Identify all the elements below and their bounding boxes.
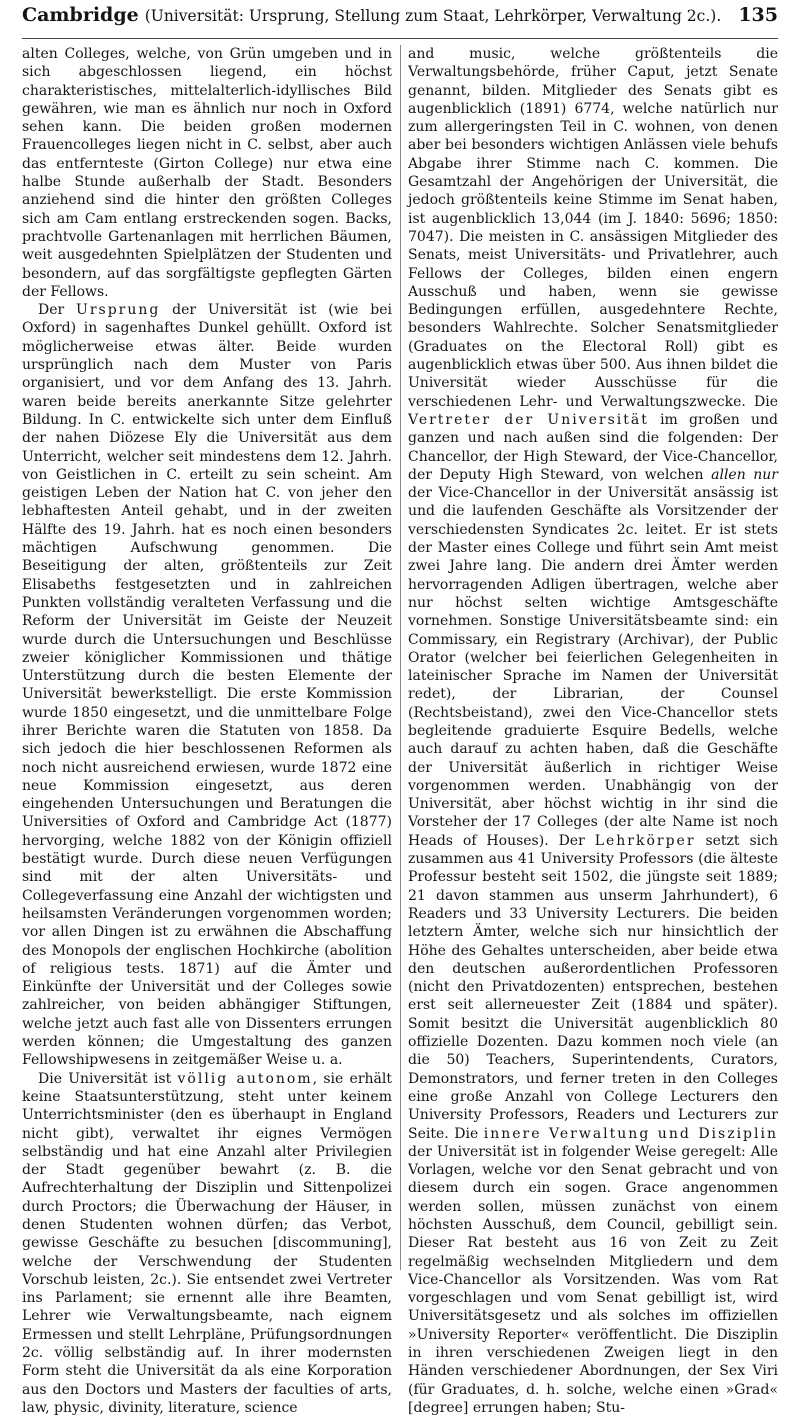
paragraph: and music, welche größtenteils die Verwaltungsbehörde, früher Caput, jetzt Senate genannt, bilden. Mitglieder des Senats gibt es augenblicklich (1891) 6774, welche natürlich nur zum allergeringsten Teil in C. wohnen, von denen aber bei besonders wichtigen Anlässen viele behufs Abgabe ihrer Stimme nach C. kommen. Die Gesamtzahl der Angehörigen der Universität, die jedoch größtenteils keine Stimme im Senat haben, ist augenblicklich 13,044 (im J. 1840: 5696; 1850: 7047). Die meisten in C. ansässigen Mitglieder des Senats, meist Universitäts- und Privatlehrer, auch Fellows der Colleges, bilden einen engern Ausschuß und haben, wenn sie gewisse Bedingungen erfüllen, ausgedehntere Rechte, besonders Wahlrechte. Solcher Senatsmitglieder (Graduates on the Electoral Roll) gibt es augenblicklich etwas über 500. Aus ihnen bildet die Universität wieder Ausschüsse für die verschiedenen Lehr- und Verwaltungszwecke. Die Vertreter der Universität im großen und ganzen und nach außen sind die folgenden: Der Chancellor, der High Steward, der Vice-Chancellor, der Deputy High Steward, von welchen allen nur der Vice-Chancellor in der Universität ansässig ist und die laufenden Geschäfte als Vorsitzender der verschiedensten Syndicates 2c. leitet. Er ist stets der Master eines College und führt sein Amt meist zwei Jahre lang. Die andern drei Ämter werden hervorragenden Adligen übertragen, welche aber nur höchst selten wichtige Amtsgeschäfte vornehmen. Sonstige Universitätsbeamte sind: ein Commissary, ein Registrary (Archivar), der Public Orator (welcher bei feierlichen Gelegenheiten in lateinischer Sprache im Namen der Universität redet), der Librarian, der Counsel (Rechtsbeistand), zwei den Vice-Chancellor stets begleitende graduierte Esquire Bedells, welche auch darauf zu achten haben, daß die Geschäfte der Universität äußerlich in richtiger Weise vorgenommen werden. Unabhängig von der Universität, aber höchst wichtig in ihr sind die Vorsteher der 17 Colleges (der alte Name ist noch Heads of Houses). Der Lehrkörper setzt sich zusammen aus 41 University Professors (die älteste Professur besteht seit 1502, die jüngste seit 1889; 21 davon stammen aus unserm Jahrhundert), 6 Readers und 33 University Lecturers. Die beiden letztern Ämter, welche sich nur hinsichtlich der Höhe des Gehaltes unterscheiden, aber beide etwa den deutschen außerordentlichen Professoren (nicht den Privatdozenten) entsprechen, bestehen erst seit allerneuester Zeit (1884 und später). Somit besitzt die Universität augenblicklich 80 offizielle Dozenten. Dazu kommen noch viele (an die 50) Teachers, Superintendents, Curators, Demonstrators, und ferner treten in den Colleges eine große Anzahl von College Lecturers den University Professors, Readers und Lecturers zur Seite. Die innere Verwaltung und Disziplin der Universität ist in folgender Weise geregelt: Alle Vorlagen, welche vor den Senat gebracht und von diesem durch ein sogen. Grace angenommen werden sollen, müssen zunächst von einem höchsten Ausschuß, dem Council, gebilligt sein. Dieser Rat besteht aus 16 von Zeit zu Zeit regelmäßig wechselnden Mitgliedern und dem Vice-Chancellor als Vorsitzenden. Was vom Rat vorgeschlagen und vom Senat gebilligt ist, wird Universitätsgesetz und als solches im offiziellen »University Reporter« veröffentlicht. Die Disziplin in ihren verschiedenen Zweigen liegt in den Händen verschiedener Abordnungen, der Sex Viri (für Graduates, d. h. solche, welche einen »Grad« [degree] errungen haben; Stu- — [408, 46, 779, 1416]
left-column — [22, 45, 392, 1416]
spaced-term: völlig autonom — [177, 1070, 313, 1087]
header-title: Cambridge — [22, 4, 139, 26]
paragraph: Der Ursprung der Universität ist (wie bei Oxford) in sagenhaftes Dunkel gehüllt. Oxford ist möglicherweise etwas älter. Beide wurden ursprünglich nach dem Muster von Paris organisiert, und vor dem Anfang des 13. Jahrh. waren beide bereits anerkannte Sitze gelehrter Bildung. In C. entwickelte sich unter dem Einfluß der nahen Diözese Ely die Universität aus dem Unterricht, welcher seit mindestens dem 12. Jahrh. von Geistlichen in C. erteilt zu sein scheint. Am geistigen Leben der Nation hat C. von jeher den lebhaftesten Anteil gehabt, und in der zweiten Hälfte des 19. Jahrh. hat es noch einen besonders mächtigen Aufschwung genommen. Die Beseitigung der alten, größtenteils zur Zeit Elisabeths festgesetzten und in zahlreichen Punkten vollständig veralteten Verfassung und die Reform der Universität im Geiste der Neuzeit wurde durch die Untersuchungen und Beschlüsse zweier königlicher Kommissionen und thätige Unterstützung durch die besten Elemente der Universität bewerkstelligt. Die erste Kommission wurde 1850 eingesetzt, und die unmittelbare Folge ihrer Berichte waren die Statuten von 1858. Da sich jedoch die hier beschlossenen Reformen als noch nicht ausreichend erwiesen, wurde 1872 eine neue Kommission eingesetzt, aus deren eingehenden Untersuchungen und Beratungen die Universities of Oxford and Cambridge Act (1877) hervorging, welche 1882 von der Königin offiziell bestätigt wurde. Durch diese neuen Verfügungen sind mit der alten Universitäts- und Collegeverfassung eine Anzahl der wichtigsten und heilsamsten Veränderungen vorgenommen worden; vor allen Dingen ist zu erwähnen die Abschaffung des Monopols der englischen Hochkirche (abolition of religious tests. 1871) auf die Ämter und Einkünfte der Universität und der Colleges sowie zahlreicher, von beiden abhängiger Stiftungen, welche jetzt auch fast alle von Dissenters errungen werden können; die Umgestaltung des ganzen Fellowshipwesens in zeitgemäßer Weise u. a. — [22, 302, 392, 1069]
header-subtitle: (Universität: Ursprung, Stellung zum Staat, Lehrkörper, Verwaltung 2c.). — [144, 7, 722, 25]
right-column — [408, 45, 779, 1416]
page-number: 135 — [738, 4, 778, 26]
spaced-term: Lehrkörper — [594, 832, 696, 849]
spaced-term: innere Verwaltung und Disziplin — [483, 1125, 778, 1142]
spaced-term: Vertreter der Universität — [408, 411, 649, 428]
italic-term: allen nur — [711, 466, 779, 483]
paragraph: alten Colleges, welche, von Grün umgeben und in sich abgeschlossen liegend, ein höchst charakteristisches, mittelalterlich-idyllisches Bild gewähren, wie man es ähnlich nur noch in Oxford sehen kann. Die beiden großen modernen Frauencolleges liegen nicht in C. selbst, aber auch das entfernteste (Girton College) nur etwa eine halbe Stunde außerhalb der Stadt. Besonders anziehend sind die hinter den größten Colleges sich am Cam entlang erstreckenden sogen. Backs, prachtvolle Gartenanlagen mit herrlichen Bäumen, weit ausgedehnten Spielplätzen der Studenten und besondern, auf das sorgfältigste gepflegten Gärten der Fellows. — [22, 46, 392, 300]
column-divider — [400, 45, 401, 1270]
running-header — [22, 4, 778, 39]
text-columns — [22, 45, 779, 1416]
paragraph: Die Universität ist völlig autonom, sie erhält keine Staatsunterstützung, steht unter keinem Unterrichtsminister (den es überhaupt in England nicht gibt), verwaltet ihr eignes Vermögen selbständig und hat eine Anzahl alter Privilegien der Stadt gegenüber bewahrt (z. B. die Aufrechterhaltung der Disziplin und Sittenpolizei durch Proctors; die Überwachung der Häuser, in denen Studenten wohnen dürfen; das Verbot, gewisse Geschäfte zu besuchen [discommuning], welche der Verschwendung der Studenten Vorschub leisten, 2c.). Sie entsendet zwei Vertreter ins Parlament; sie ernennt alle ihre Beamten, Lehrer wie Verwaltungsbeamte, nach eignem Ermessen und stellt Lehrpläne, Prüfungsordnungen 2c. völlig selbständig auf. In ihrer modernsten Form steht die Universität da als eine Korporation aus den Doctors und Masters der faculties of arts, law, physic, divinity, literature, science — [22, 1070, 392, 1416]
spaced-term: Ursprung — [76, 302, 161, 319]
